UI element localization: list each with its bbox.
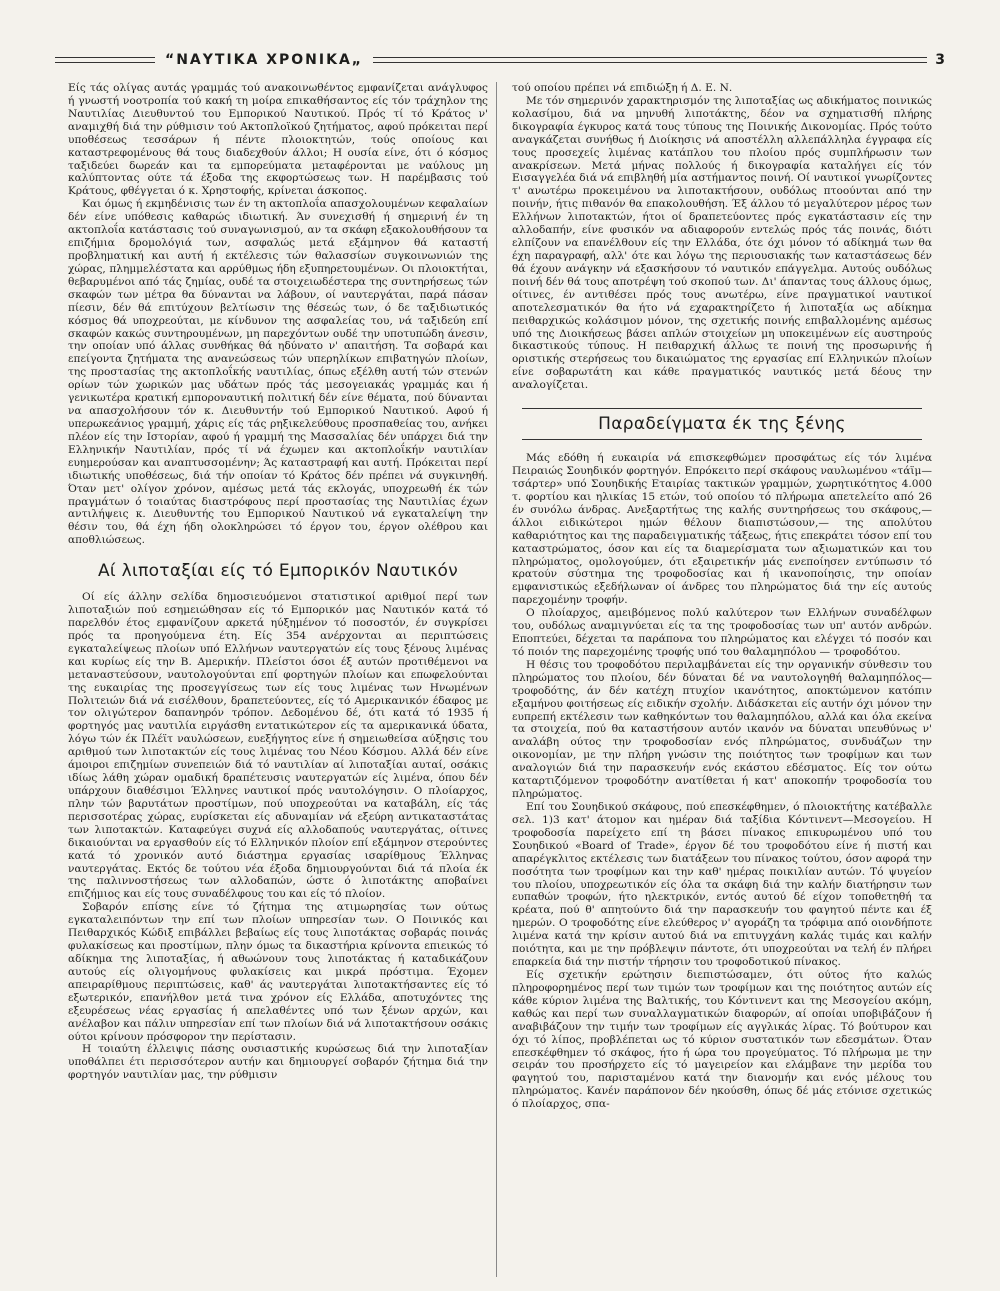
- header-rule-right: [373, 57, 927, 63]
- journal-title: “ΝΑΥΤΙΚΑ ΧΡΟΝΙΚΑ„: [165, 52, 363, 68]
- paragraph: Οί είς άλλην σελίδα δημοσιευόμενοι στατιστικοί αριθμοί περί των λιποταξιών πού εσημειώθησαν είς τό Εμπορικόν μας Ναυτικόν κατά τό παρελθόν έτος εμφανίζουν αρκετά ηύξημένον τό ποσοστόν, έν συγκρίσει πρός τα προηγούμενα έτη. Είς 354 ανέρχονται αι περιπτώσεις εγκαταλείψεως πλοίων υπό Ελλήνων ναυτεργατών είς τους ξένους λιμένας και κυρίως είς την Β. Αμερικήν. Πλείστοι όσοι έξ αυτών προτιθέμενοι να μεταναστεύσουν, ναυτολογούνται επί φορτηγών πλοίων και επωφελούνται της ευκαιρίας της προσεγγίσεως των είς τους λιμένας των Ηνωμένων Πολιτειών διά νά εισέλθουν, δραπετεύοντες, είς τό Αμερικανικόν έδαφος με τον ολιγώτερον δαπανηρόν τρόπον. Δεδομένου δέ, ότι κατά τό 1935 ή φορτηγός μας ναυτιλία ειργάσθη εντατικώτερον είς τα αμερικανικά ύδατα, λόγω τών έκ Πλέϊτ ναυλώσεων, ευεξήγητος είνε ή σημειωθείσα αύξησις του αριθμού των λιποτακτών είς τους λιμένας του Νέου Κόσμου. Αλλά δέν είνε άμοιροι επιζημίων συνεπειών διά τό ναυτιλίαν αί λιποταξίαι αυταί, οσάκις ιδίως λάθη χώραν ομαδική δραπέτευσις ναυτεργατών είς λιμένα, όπου δέν υπάρχουν διαθέσιμοι Έλληνες ναυτικοί πρός ναυτολόγησιν. Ο πλοίαρχος, πλην τών βαρυτάτων προστίμων, πού υποχρεούται να καταβάλη, είς τάς περισσοτέρας χώρας, ευρίσκεται είς αδυναμίαν νά εξεύρη αντικαταστάτας των λιποτακτών. Καταφεύγει συχνά είς αλλοδαπούς ναυτεργάτας, οίτινες δικαιούνται να εργασθούν είς τό Ελληνικόν πλοίον επί εξάμηνον στερούντες κατά τό χρονικόν αυτό διάστημα εργασίας ισαρίθμους Έλληνας ναυτεργάτας. Εκτός δε τούτου νέα έξοδα δημιουργούνται διά τά πλοία έκ της παλιννοστήσεως των αλλοδαπών, ώστε ό λιποτάκτης αποβαίνει επιζήμιος και είς τους συναδέλφους του και είς τό πλοίον.: [68, 591, 488, 901]
- paragraph: Η τοιαύτη έλλειψις πάσης ουσιαστικής κυρώσεως διά την λιποταξίαν υποθάλπει έτι περισσότερον αυτήν και δημιουργεί σοβαρόν ζήτημα διά την φορτηγόν ναυτιλίαν μας, την ρύθμισιν: [68, 1043, 488, 1082]
- paragraph: τού οποίου πρέπει νά επιδιώξη ή Δ. Ε. Ν.: [512, 82, 733, 94]
- paragraph: Ο πλοίαρχος, αμειβόμενος πολύ καλύτερον των Ελλήνων συναδέλφων του, ουδόλως αναμιγνύεται είς τα της τροφοδοσίας των υπ' αυτόν ανδρών. Εποπτεύει, δέχεται τα παράπονα του πληρώματος και ελέγχει τό ποσόν και τό ποιόν της παρεχομένης τροφής υπό του θαλαμηπόλου — τροφοδότου.: [512, 607, 932, 658]
- paragraph: Είς τάς ολίγας αυτάς γραμμάς τού ανακοινωθέντος εμφανίζεται ανάγλυφος ή γνωστή νοοτροπία τού κακή τη μοίρα επικαθήσαντος είς τόν τράχηλον της Ναυτιλίας Διευθυντού του Εμπορικού Ναυτικού. Πρός τί τό Κράτος ν' αναμιχθή διά την ρύθμισιν τού Ακτοπλοϊκού ζητήματος, αφού πρόκειται περί υποθέσεως τεσσάρων ή πέντε πλοιοκτητών, τούς οποίους και καταστρεφομένους θά τους διαδεχθούν άλλοι; Η ουσία είνε, ότι ό κόσμος ταξιδεύει δωρεάν και τα εμπορεύματα μεταφέρονται με ναύλους μη καλύπτοντας ούτε τά έξοδα της εκφορτώσεως των. Η παρέμβασις τού Κράτους, φθέγγεται ό κ. Χρηστοφής, κρίνεται άσκοπος.: [68, 82, 488, 198]
- paragraph: Επί του Σουηδικού σκάφους, πού επεσκέφθημεν, ό πλοιοκτήτης κατέβαλλε σελ. 1)3 κατ' άτομον και ημέραν διά ταξίδια Κόντινεντ—Μεσογείου. Η τροφοδοσία παρείχετο επί τη βάσει πίνακος επικυρωμένου υπό του Σουηδικού «Board of Trade», έργον δέ του τροφοδότου είνε ή πιστή και απαρέγκλιτος εκτέλεσις των διατάξεων του πίνακος τούτου, όσον αφορά την ποσότητα των τροφίμων και την καθ' ημέρας ποικιλίαν αυτών. Τό ψυγείον του πλοίου, υποχρεωτικόν είς όλα τα σκάφη διά την καλήν διατήρησιν των ευπαθών τροφών, ήτο ηλεκτρικόν, εντός αυτού δέ είχον τοποθετηθή τα κρέατα, πού θ' απητούντο διά την παρασκευήν του φαγητού πέντε και έξ ημερών. Ο τροφοδότης είνε ελεύθερος ν' αγοράζη τα τρόφιμα από οιονδήποτε λιμένα κατά την κρίσιν αυτού διά να επιτυγχάνη καλάς τιμάς και καλήν ποιότητα, και με την πρόβλεψιν πάντοτε, ότι υποχρεούται να τελή έν πλήρει επαρκεία διά την πιστήν τήρησιν του τροφοδοτικού πίνακος.: [512, 801, 932, 969]
- section-heading-desertions: Αί λιποταξίαι είς τό Εμπορικόν Ναυτικόν: [97, 561, 459, 582]
- running-head: [55, 48, 945, 72]
- paragraph: Με τόν σημερινόν χαρακτηρισμόν της λιποταξίας ως αδικήματος ποινικώς κολασίμου, διά να μηνυθή λιποτάκτης, δέον να σχηματισθή πλήρης δικογραφία έγκυρος κατά τους τύπους της Ποινικής Δικονομίας. Πρός τούτο αναγκάζεται συνήθως ή Διοίκησις νά αποστέλλη αλλεπάλληλα έγγραφα είς τους προσεχείς λιμένας κατάπλου του πλοίου πρός συμπλήρωσιν των ανακρίσεων. Μετά μήνας πολλούς ή δικογραφία καταλήγει είς τόν Εισαγγελέα διά νά επιβληθή μία αστήμαντος ποινή. Οί ναυτικοί γνωρίζοντες τ' ανωτέρω προκειμένου να λιποτακτήσουν, ουδόλως πτοούνται από την ποινήν, ήτις πιθανόν θα επακολουθήση. Έξ άλλου τό μεγαλύτερον μέρος των Ελλήνων λιποτακτών, ήτοι οί δραπετεύοντες πρός εγκατάστασιν είς την αλλοδαπήν, είνε φυσικόν να αδιαφορούν εντελώς πρός τάς ποινάς, διότι ελπίζουν να επανέλθουν είς την Ελλάδα, ότε όχι μόνον τό αδίκημά των θα έχη παραγραφή, αλλ' ότε και λόγω της περιουσιακής των καταστάσεως δέν θά έχουν ανάγκην νά εξασκήσουν τό ναυτικόν επάγγελμα. Αυτούς ουδόλως ποινή δέν θά τους αποτρέψη τού σκοπού των. Δι' άπαντας τους άλλους όμως, οίτινες, έν αντιθέσει πρός τους ανωτέρω, είνε πραγματικοί ναυτικοί αποτελεσματικόν θα ήτο νά εχαρακτηρίζετο ή λιποταξία ως αδίκημα πειθαρχικώς κολάσιμον μόνον, της σχετικής ποινής επιβαλλομένης αμέσως υπό της Διοικήσεως βάσει απλών στοιχείων μη υποκειμένων είς αυστηρούς δικαστικούς τύπους. Η πειθαρχική άλλως τε ποινή της προσωρινής ή οριστικής στερήσεως του δικαιώματος της εργασίας επί Ελληνικών πλοίων είνε σοβαρωτάτη και κάθε πραγματικός ναυτικός μετά δέους την αναλογίζεται.: [512, 94, 932, 392]
- section-heading-foreign-examples: Παραδείγματα έκ της ξένης: [522, 408, 922, 440]
- column-divider: [496, 82, 497, 1277]
- paragraph: Και όμως ή εκμηδένισις των έν τη ακτοπλοΐα απασχολουμένων κεφαλαίων δέν είνε υπόθεσις καθαρώς ιδιωτική. Άν συνεχισθή ή σημερινή έν τη ακτοπλοΐα κατάστασις τού συναγωνισμού, αν τα σκάφη εξακολουθήσουν τα επιζήμια δρομολόγιά των, ασφαλώς μετά εξάμηνον θά καταστή προβληματική και αυτή ή εκτέλεσις τών θαλασσίων συγκοινωνιών της χώρας, πλημμελέστατα και αρρύθμως ήδη εξυπηρετουμένων. Οι πλοιοκτήται, θεβαρυμένοι από τάς ζημίας, ουδέ τα στοιχειωδέστερα της συντηρήσεως τών σκαφών των μέτρα θα δύνανται να λάβουν, οί ναυτεργάται, παρά πάσαν πίεσιν, δέν θά επιτύχουν βελτίωσιν της θέσεώς των, ό δε ταξιδιωτικός κόσμος θά υποχρεούται, με κίνδυνον της ασφαλείας του, νά ταξιδεύη επί σκαφών κακώς συντηρουμένων, μη παρεχόντων ουδέ την υποτυπώδη άνεσιν, την οποίαν υπό άλλας συνθήκας θά ηδύνατο ν' απαιτήση. Τα σοβαρά και επείγοντα ζητήματα της ανανεώσεως τών υπερηλίκων επιβατηγών πλοίων, της προστασίας της ακτοπλοΐκής ναυτιλίας, όπως εξέλθη αυτή τών στενών ορίων τών χωρικών μας υδάτων πρός τάς μεσογειακάς γραμμάς και ή γενικωτέρα κρατική εμποροναυτική πολιτική δέν είνε θέματα, πού δύνανται να απασχολήσουν τόν κ. Διευθυντήν τού Εμπορικού Ναυτικού. Αφού ή υπερωκεάνιος γραμμή, χάρις είς τάς ρηξικελεύθους προσπαθείας του, ανήκει πλέον είς την Ιστορίαν, αφού ή γραμμή της Μασσαλίας δέν υπάρχει διά την Ελληνικήν Ναυτιλίαν, πρός τί νά έχωμεν και ακτοπλοΐκήν ναυτιλίαν ευημερούσαν και αναπτυσσομένην; Άς καταστραφή και αυτή. Πρόκειται περί ιδιωτικής υποθέσεως, διά τήν οποίαν τό Κράτος δέν πρέπει νά συγκινηθή. Όταν μετ' ολίγον χρόνον, αμέσως μετά τάς εκλογάς, υποχρεωθή έκ τών πραγμάτων ό τοιαύτας διαστρόφους περί προστασίας της Ναυτιλίας έχων αντιλήψεις κ. Διευθυντής του Εμπορικού Ναυτικού νά εγκαταλείψη την θέσιν του, θά έχη ήδη ολοκληρώσει τό έργον του, έργον ολέθρου και αποθλιώσεως.: [68, 198, 488, 547]
- paragraph: Σοβαρόν επίσης είνε τό ζήτημα της ατιμωρησίας των ούτως εγκαταλειπόντων την επί των πλοίων υπηρεσίαν των. Ο Ποινικός και Πειθαρχικός Κώδιξ επιβάλλει βεβαίως είς τους λιποτάκτας σοβαράς ποινάς φυλακίσεως και προστίμων, πλην όμως τα δικαστήρια κρίνοντα επιεικώς τό αδίκημα της λιποταξίας, ή αθωώνουν τους λιποτάκτας ή καταδικάζουν αυτούς είς ολιγομήνους φυλακίσεις και μικρά πρόστιμα. Έχομεν απειραρίθμους περιπτώσεις, καθ' άς ναυτεργάται λιποτακτήσαντες είς τό εξωτερικόν, επανήλθον μετά τινα χρόνον είς Ελλάδα, αποτυχόντες της εξευρέσεως νέας εργασίας ή απελαθέντες υπό των ξένων αρχών, και ανέλαβον και πάλιν υπηρεσίαν επί των πλοίων διά νά λιποτακτήσουν οσάκις ούτοι κρίνουν πρόσφορον την περίστασιν.: [68, 901, 488, 1043]
- paragraph: Μάς εδόθη ή ευκαιρία νά επισκεφθώμεν προσφάτως είς τόν λιμένα Πειραιώς Σουηδικόν φορτηγόν. Επρόκειτο περί σκάφους ναυλωμένου «τάϊμ—τσάρτερ» υπό Σουηδικής Εταιρίας τακτικών γραμμών, χωρητικότητος 4.000 τ. φορτίου και ηλικίας 15 ετών, τού οποίου τό πλήρωμα απετελείτο από 26 έν συνόλω άνδρας. Ανεξαρτήτως της καλής συντηρήσεως του σκάφους,— άλλοι ειδικώτεροι ημών θέλουν διαπιστώσουν,— της απολύτου καθαριότητος και της παραδειγματικής τάξεως, ήτις επεκράτει τόσον επί του καταστρώματος, όσον και είς τα διαμερίσματα των αξιωματικών και του πληρώματος, ομολογούμεν, ότι εξαιρετικήν μάς ενεποίησεν εντύπωσιν τό κρατούν σύστημα της τροφοδοσίας και ή ικανοποίησις, την οποίαν εμφανιστικώς εξεδήλωναν οί άνδρες του πληρώματος διά την είς αυτούς παρεχομένην τροφήν.: [512, 452, 932, 607]
- page-number: 3: [935, 52, 945, 68]
- paragraph: Η θέσις του τροφοδότου περιλαμβάνεται είς την οργανικήν σύνθεσιν του πληρώματος του πλοίου, δέν δύναται δέ να ναυτολογηθή θαλαμηπόλος—τροφοδότης, άν δέν κατέχη πτυχίον ικανότητος, αποκτώμενον κατόπιν εξαμήνου φοιτήσεως είς ειδικήν σχολήν. Διδάσκεται είς αυτήν όχι μόνον την ευπρεπή εκτέλεσιν των καθηκόντων του θαλαμηπόλου, αλλά και όλα εκείνα τα στοιχεία, πού θα καταστήσουν αυτόν ικανόν να δύναται υπευθύνως ν' αναλάβη ούτος την τροφοδοσίαν ενός πληρώματος, συνδυάζων την οικονομίαν, με την πλήρη γνώσιν της ποιότητος των τροφίμων και των αναλογιών διά την παρασκευήν ενός εκάστου εδέσματος. Είς τον ούτω καταρτιζόμενον τροφοδότην ανατίθεται ή κατ' αποκοπήν τροφοδοσία του πληρώματος.: [512, 658, 932, 801]
- left-column: [68, 82, 488, 1277]
- right-column: [512, 82, 932, 1277]
- header-rule-left: [55, 57, 155, 63]
- paragraph: Είς σχετικήν ερώτησιν διεπιστώσαμεν, ότι ούτος ήτο καλώς πληροφορημένος περί των τιμών των τροφίμων και της ποιότητος αυτών είς κάθε κύριον λιμένα της Βαλτικής, του Κόντινεντ και της Μεσογείου ακόμη, καθώς και περί των συναλλαγματικών διαφορών, αί οποίαι υποβιβάζουν ή αναβιβάζουν την τιμήν των τροφίμων είς αγγλικάς λίρας. Τό βούτυρον και όχι τό λίπος, προβλέπεται ως τό κύριον συστατικόν των εδεσμάτων. Όταν επεσκέφθημεν τό σκάφος, ήτο ή ώρα του προγεύματος. Τό πλήρωμα με την σειράν του προσήρχετο είς τό μαγειρείον και ελάμβανε την μερίδα του φαγητού του, παρισταμένου κατά την διανομήν και ενός μέλους του πληρώματος. Κανέν παράπονον δέν ηκούσθη, όπως δέ μάς ετόνισε σχετικώς ό πλοίαρχος, σπα-: [512, 969, 932, 1111]
